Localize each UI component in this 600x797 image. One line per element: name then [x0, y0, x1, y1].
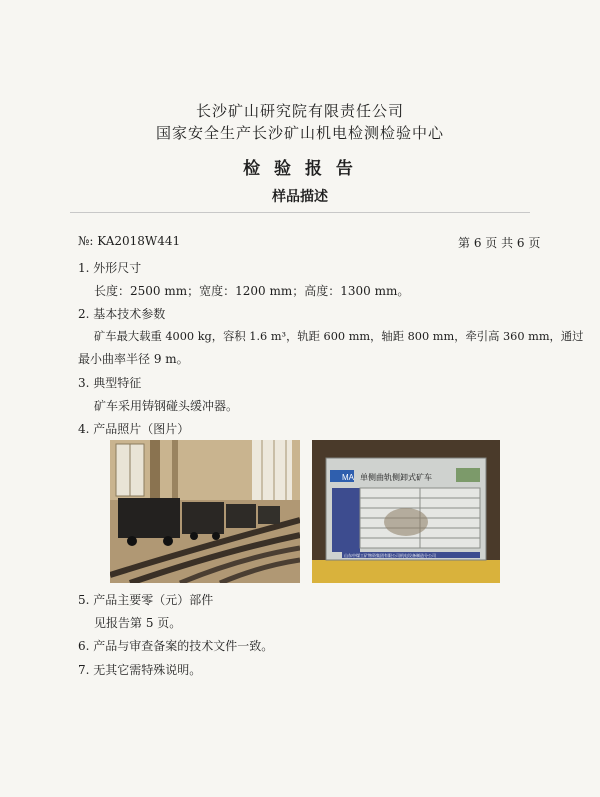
report-title: 检 验 报 告	[243, 159, 357, 179]
section-3-text: 矿车采用铸钢碰头缓冲器。	[94, 399, 239, 413]
section-3-heading: 3. 典型特征	[78, 376, 142, 390]
mine-car-photo	[110, 440, 300, 583]
report-number: №: KA2018W441	[78, 234, 181, 248]
nameplate-maker-text: 山东中煤工矿物资集团有限公司机电设备制造分公司	[344, 553, 436, 558]
organization-name: 长沙矿山研究院有限责任公司	[195, 102, 404, 120]
section-4-heading: 4. 产品照片（图片）	[78, 422, 190, 436]
section-1-heading: 1. 外形尺寸	[78, 261, 142, 275]
nameplate-product-text: 单侧曲轨侧卸式矿车	[360, 473, 432, 482]
nameplate-illustration	[312, 440, 500, 583]
section-6-heading: 6. 产品与审查备案的技术文件一致。	[78, 639, 274, 653]
section-2-text-line2: 最小曲率半径 9 m。	[78, 352, 189, 366]
section-1-text: 长度：2500 mm；宽度：1200 mm；高度：1300 mm。	[94, 284, 410, 298]
header-divider	[70, 212, 530, 213]
section-title: 样品描述	[272, 189, 328, 205]
center-name: 国家安全生产长沙矿山机电检测检验中心	[155, 124, 444, 142]
section-5-heading: 5. 产品主要零（元）部件	[78, 593, 214, 607]
section-2-heading: 2. 基本技术参数	[78, 307, 166, 321]
mine-car-illustration	[110, 440, 300, 583]
ma-logo: MA	[342, 473, 354, 482]
page-info: 第 6 页 共 6 页	[458, 236, 541, 250]
section-2-text-line1: 矿车最大载重 4000 kg，容积 1.6 m³，轨距 600 mm，轴距 800 mm，牵引高 360 mm，通过	[94, 330, 584, 343]
section-7-heading: 7. 无其它需特殊说明。	[78, 663, 202, 677]
section-5-text: 见报告第 5 页。	[94, 616, 182, 630]
nameplate-photo	[312, 440, 500, 583]
